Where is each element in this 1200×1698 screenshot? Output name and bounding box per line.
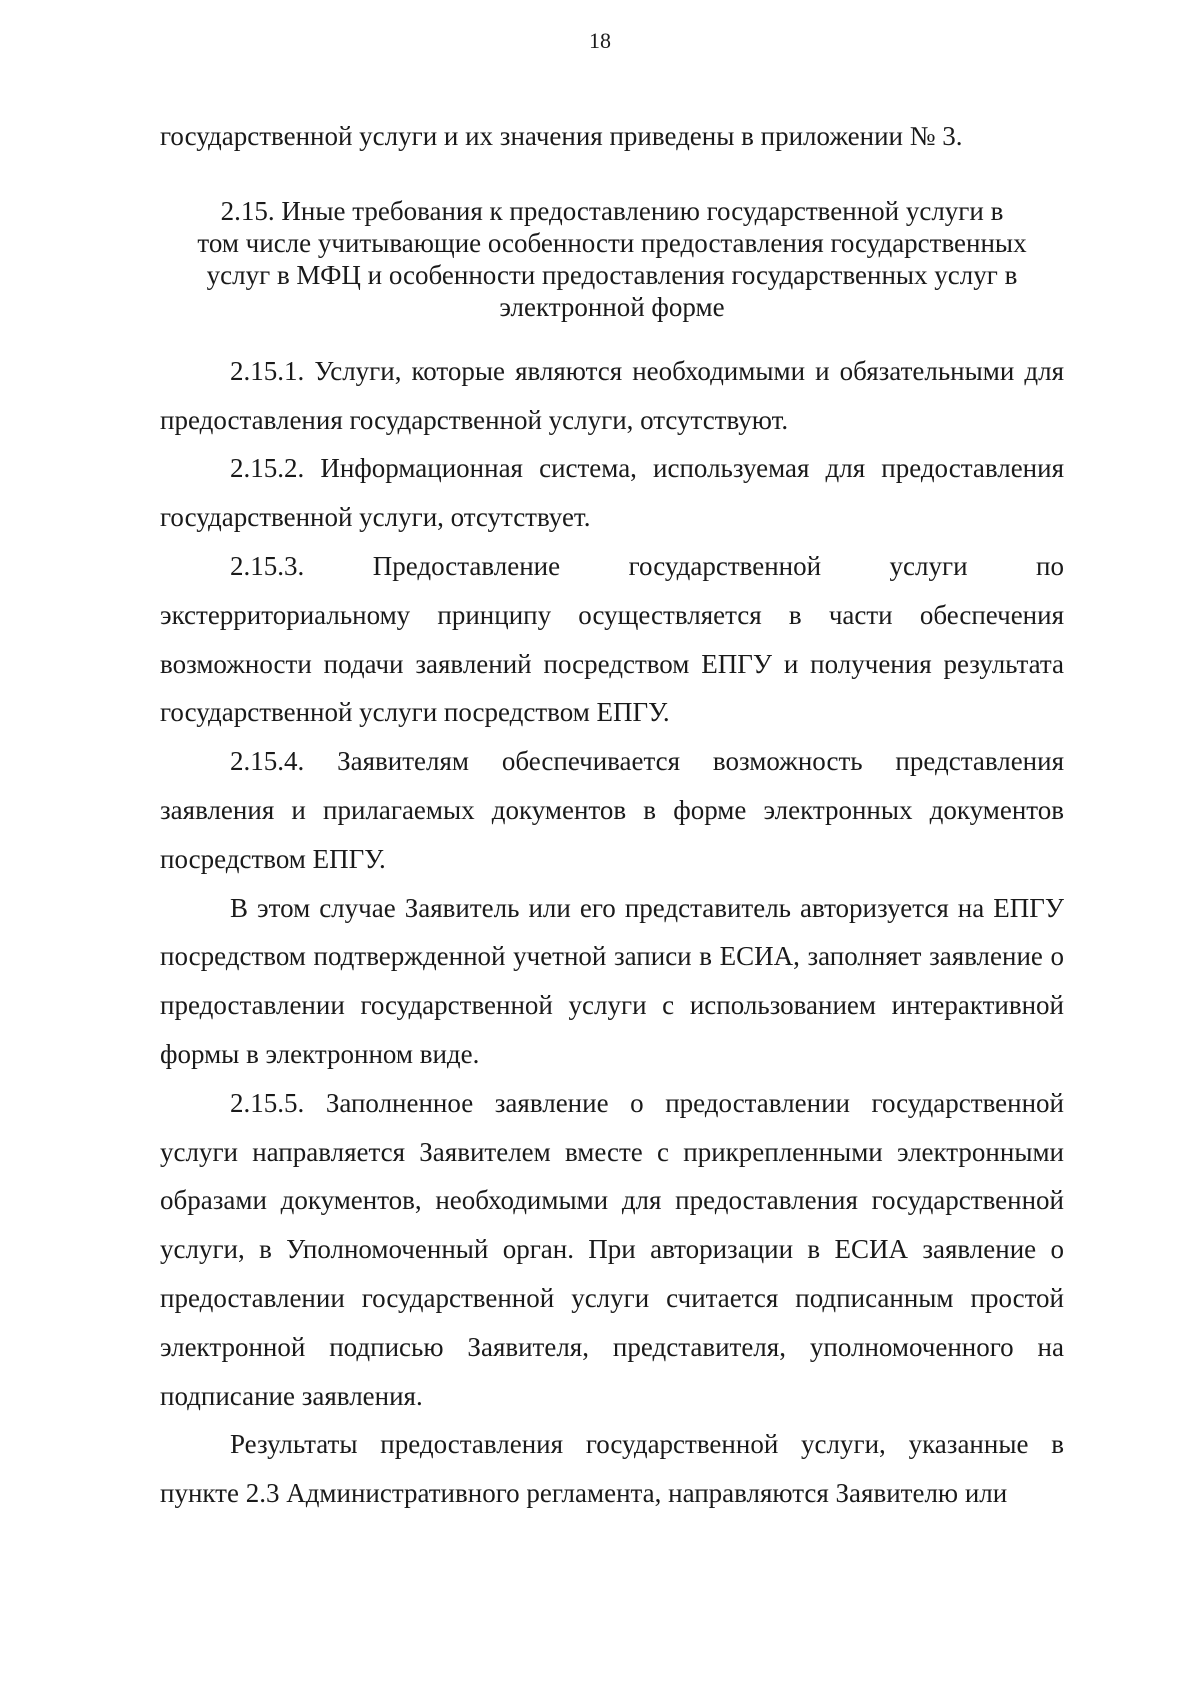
section-heading-line: том числе учитывающие особенности предоставления государственных (197, 227, 1027, 258)
paragraph-2-15-3: 2.15.3. Предоставление государственной услуги по экстерриториальному принципу осуществляется в части обеспечения возможности подачи заявлений посредством ЕПГУ и получения результата государственной услуги посредством ЕПГУ. (160, 550, 1064, 728)
paragraph-esia-authorization: В этом случае Заявитель или его представитель авторизуется на ЕПГУ посредством подтвержденной учетной записи в ЕСИА, заполняет заявление о предоставлении государственной услуги с использованием интерактивной формы в электронном виде. (160, 892, 1064, 1069)
paragraph-2-15-4: 2.15.4. Заявителям обеспечивается возможность представления заявления и прилагаемых документов в форме электронных документов посредством ЕПГУ. (160, 746, 1064, 874)
page-content (160, 112, 1064, 1518)
paragraph-2-15-5: 2.15.5. Заполненное заявление о предоставлении государственной услуги направляется Заявителем вместе с прикрепленными электронными образами документов, необходимыми для предоставления государственной услуги, в Уполномоченный орган. При авторизации в ЕСИА заявление о предоставлении государственной услуги считается подписанным простой электронной подписью Заявителя, представителя, уполномоченного на подписание заявления. (160, 1087, 1064, 1411)
paragraph-2-15-1: 2.15.1. Услуги, которые являются необходимыми и обязательными для предоставления государственной услуги, отсутствуют. (160, 355, 1064, 435)
section-heading-line: услуг в МФЦ и особенности предоставления государственных услуг в (206, 259, 1018, 290)
page-number: 18 (589, 28, 611, 53)
section-heading-line: электронной форме (499, 291, 725, 322)
paragraph-2-15-2: 2.15.2. Информационная система, используемая для предоставления государственной услуги, отсутствует. (160, 453, 1064, 533)
intro-line: государственной услуги и их значения приведены в приложении № 3. (160, 121, 963, 151)
paragraph-results: Результаты предоставления государственной услуги, указанные в пункте 2.3 Административного регламента, направляются Заявителю или (160, 1429, 1064, 1509)
section-heading-2-15 (160, 195, 1064, 323)
section-heading-line: 2.15. Иные требования к предоставлению государственной услуги в (220, 195, 1004, 226)
